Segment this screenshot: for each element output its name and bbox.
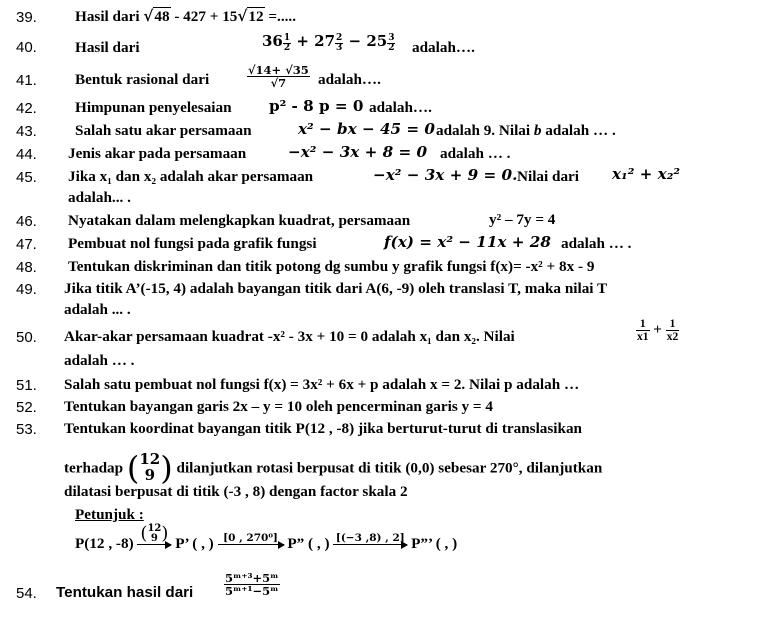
question-text: dilanjutkan rotasi berpusat di titik (0,0) sebesar 270°, dilanjutkan bbox=[172, 459, 603, 477]
numerator: 1 bbox=[283, 33, 291, 43]
question-label: Hasil dari bbox=[75, 8, 140, 25]
question-number: 41. bbox=[16, 72, 37, 89]
radicand: 12 bbox=[248, 8, 264, 25]
rotation-arrow bbox=[218, 533, 284, 551]
question-number: 44. bbox=[16, 146, 37, 163]
question-text: Tentukan bayangan garis 2x – y = 10 oleh pencerminan garis y = 4 bbox=[64, 398, 493, 415]
arrow-label: [0 , 270⁰] bbox=[223, 531, 278, 544]
question-tail: adalah … . bbox=[541, 122, 616, 139]
translation-arrow bbox=[137, 524, 171, 551]
question-text: Bentuk rasional dari bbox=[75, 71, 210, 88]
reciprocal-sum bbox=[636, 318, 679, 343]
denominator: 2 bbox=[388, 43, 395, 54]
numerator: 1 bbox=[669, 318, 676, 330]
base: 25 bbox=[366, 32, 388, 50]
operator: + bbox=[649, 321, 666, 339]
denominator: 5ᵐ⁺¹−5ᵐ bbox=[225, 584, 279, 599]
question-tail-wrap bbox=[436, 123, 616, 138]
transformation-chain bbox=[75, 524, 457, 551]
question-text bbox=[75, 9, 296, 24]
base: 27 bbox=[314, 32, 336, 50]
question-text: Hasil dari bbox=[75, 39, 140, 56]
question-text: terhadap bbox=[64, 459, 124, 477]
equation: y² – 7y = 4 bbox=[489, 211, 556, 228]
radicand: 48 bbox=[154, 8, 170, 25]
question-number: 50. bbox=[16, 329, 37, 346]
operator: + bbox=[291, 32, 315, 50]
question-number: 48. bbox=[16, 259, 37, 276]
operator: − bbox=[343, 32, 367, 50]
question-text: Pembuat nol fungsi pada grafik fungsi bbox=[68, 235, 317, 252]
arrow-line bbox=[218, 544, 284, 545]
numerator: √14+ √35 bbox=[248, 63, 309, 77]
question-text: Salah satu akar persamaan bbox=[75, 122, 252, 139]
fraction-1 bbox=[636, 318, 650, 343]
paren-right: ) bbox=[161, 523, 169, 544]
vector bbox=[147, 524, 161, 544]
question-mid: Nilai dari bbox=[517, 168, 580, 185]
function-expression: f(x) = x² − 11x + 28 bbox=[384, 233, 551, 251]
sqrt-symbol: √ bbox=[143, 7, 154, 25]
equation: −x² − 3x + 9 = 0. bbox=[373, 166, 518, 184]
point-start: P(12 , -8) bbox=[75, 534, 134, 552]
paren-right: ) bbox=[160, 449, 173, 487]
numerator: 5ᵐ⁺³+5ᵐ bbox=[225, 571, 279, 585]
point-p1: P’ ( , ) bbox=[175, 534, 214, 552]
question-number: 39. bbox=[16, 9, 37, 26]
exponent-fraction bbox=[387, 34, 395, 54]
question-tail: adalah … . bbox=[440, 145, 511, 162]
question-number: 40. bbox=[16, 39, 37, 56]
question-mid: adalah 9. Nilai bbox=[436, 122, 534, 139]
question-number: 42. bbox=[16, 100, 37, 117]
question-text: Himpunan penyelesaian bbox=[75, 99, 232, 116]
equation: x² − bx − 45 = 0 bbox=[298, 120, 435, 138]
base: 36 bbox=[262, 32, 283, 50]
question-text: Nyatakan dalam melengkapkan kuadrat, persamaan bbox=[68, 212, 411, 229]
hint-title: Petunjuk : bbox=[75, 506, 144, 523]
question-number: 49. bbox=[16, 281, 37, 298]
numerator: 3 bbox=[388, 33, 395, 43]
question-number: 51. bbox=[16, 377, 37, 394]
question-tail: adalah... . bbox=[68, 189, 131, 206]
vector-top: 12 bbox=[147, 523, 162, 534]
variable: b bbox=[533, 122, 542, 139]
question-number: 46. bbox=[16, 213, 37, 230]
question-tail: adalah…. bbox=[412, 39, 475, 56]
paren-left: ( bbox=[126, 449, 140, 487]
arrow-label: [(−3 ,8) , 2] bbox=[335, 531, 405, 544]
vector-bottom: 9 bbox=[150, 533, 158, 544]
vector-bottom: 9 bbox=[144, 466, 156, 484]
question-text: Salah satu pembuat nol fungsi f(x) = 3x² + 6x + p adalah x = 2. Nilai p adalah … bbox=[64, 376, 580, 393]
question-number: 47. bbox=[16, 236, 37, 253]
sum-of-squares: x₁² + x₂² bbox=[612, 165, 681, 183]
denominator: x1 bbox=[637, 331, 649, 344]
point-p2: P” ( , ) bbox=[287, 534, 330, 552]
paren-left: ( bbox=[140, 523, 148, 544]
question-text: Jika x₁ dan x₂ adalah akar persamaan bbox=[68, 168, 314, 185]
expression-part: =..... bbox=[264, 8, 297, 25]
question-tail: adalah … . bbox=[561, 235, 632, 252]
question-text: Tentukan diskriminan dan titik potong dg sumbu y grafik fungsi f(x)= -x² + 8x - 9 bbox=[68, 258, 595, 275]
rational-fraction bbox=[247, 64, 310, 89]
denominator: x2 bbox=[666, 331, 679, 344]
expression-part: - 427 + 15 bbox=[170, 8, 238, 25]
denominator: 2 bbox=[283, 43, 291, 54]
dilation-arrow bbox=[333, 533, 407, 551]
question-text: Tentukan koordinat bayangan titik P(12 , -8) jika berturut-turut di translasikan bbox=[64, 420, 583, 437]
equation: p² - 8 p = 0 bbox=[269, 97, 364, 115]
question-text: Jika titik A’(-15, 4) adalah bayangan titik dari A(6, -9) oleh translasi T, maka nilai T bbox=[64, 280, 608, 297]
numerator: 2 bbox=[336, 33, 343, 43]
question-tail: adalah…. bbox=[318, 71, 381, 88]
fraction-2 bbox=[666, 318, 680, 343]
question-tail: adalah … . bbox=[64, 352, 135, 369]
question-text: dilatasi berpusat di titik (-3 , 8) dengan factor skala 2 bbox=[64, 483, 408, 500]
arrow-line bbox=[333, 544, 407, 545]
question-text: Tentukan hasil dari bbox=[56, 584, 194, 601]
point-p3: P”’ ( , ) bbox=[411, 534, 458, 552]
question-number: 53. bbox=[16, 421, 37, 438]
sqrt-symbol: √ bbox=[237, 7, 248, 25]
vector-top: 12 bbox=[139, 450, 161, 469]
question-text: Jenis akar pada persamaan bbox=[68, 145, 247, 162]
question-text: Akar-akar persamaan kuadrat -x² - 3x + 10 = 0 adalah x₁ dan x₂. Nilai bbox=[64, 328, 515, 345]
translation-vector bbox=[139, 452, 160, 484]
question-number: 45. bbox=[16, 169, 37, 186]
question-number: 43. bbox=[16, 123, 37, 140]
arrow-line bbox=[137, 544, 171, 545]
numerator: 1 bbox=[639, 318, 646, 330]
question-number: 54. bbox=[16, 585, 37, 602]
exponent-expression bbox=[262, 34, 395, 54]
arrow-label bbox=[140, 524, 168, 544]
question-number: 52. bbox=[16, 399, 37, 416]
exponent-fraction bbox=[283, 34, 291, 54]
denominator: 3 bbox=[336, 43, 343, 54]
exponent-fraction bbox=[224, 572, 280, 597]
question-tail: adalah ... . bbox=[64, 301, 131, 318]
question-line-2 bbox=[64, 449, 603, 487]
equation: −x² − 3x + 8 = 0 bbox=[288, 143, 428, 161]
question-tail: adalah…. bbox=[369, 99, 432, 116]
denominator: √7 bbox=[247, 76, 310, 89]
